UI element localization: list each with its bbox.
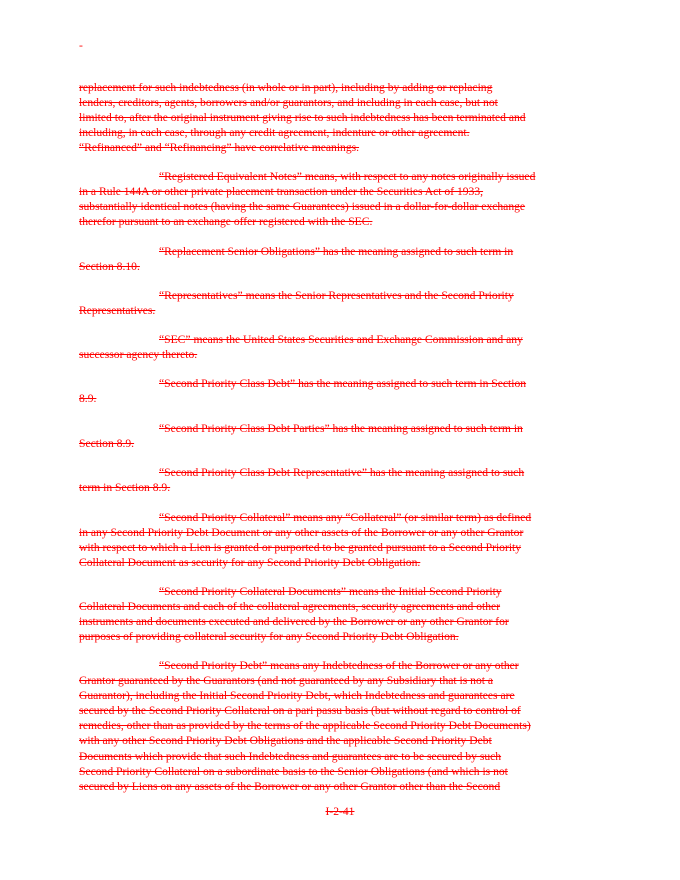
paragraph-sec (79, 332, 601, 362)
paragraph-line: Section 8.10. (79, 260, 140, 274)
paragraph-line: term in Section 8.9. (79, 481, 171, 495)
page-number: I-2-41 (325, 805, 355, 818)
paragraph-line: Collateral Documents and each of the collateral agreements, security agreements and other (79, 600, 501, 614)
paragraph-line: lenders, creditors, agents, borrowers and/or guarantors, and including in each case, but not (79, 96, 498, 110)
paragraph-line: successor agency thereto. (79, 348, 198, 362)
paragraph-second-priority-collateral (79, 510, 601, 570)
paragraph-line: Second Priority Collateral on a subordinate basis to the Senior Obligations (and which is not (79, 764, 508, 778)
paragraph-replacement-senior-obligations (79, 244, 601, 274)
paragraph-line: Grantor guaranteed by the Guarantors (and not guaranteed by any Subsidiary that is not a (79, 674, 494, 688)
paragraph-line: in a Rule 144A or other private placement transaction under the Securities Act of 1933, (79, 185, 484, 199)
header-mark: - (79, 39, 83, 52)
paragraph-line: “Second Priority Class Debt Representative” has the meaning assigned to such (159, 466, 525, 479)
paragraph-line: “Second Priority Collateral” means any “Collateral” (or similar term) as defined (159, 511, 532, 524)
paragraph-line: Collateral Document as security for any Second Priority Debt Obligation. (79, 556, 421, 570)
paragraph-line: replacement for such indebtedness (in whole or in part), including by adding or replacing (79, 81, 493, 94)
paragraph-second-priority-class-debt-parties (79, 421, 601, 451)
paragraph-line: “Representatives” means the Senior Representatives and the Second Priority (159, 289, 514, 302)
paragraph-line: with any other Second Priority Debt Obligations and the applicable Second Priority Debt (79, 734, 492, 748)
paragraph-representatives (79, 288, 601, 318)
paragraph-second-priority-collateral-documents (79, 584, 601, 644)
paragraph-line: “Replacement Senior Obligations” has the meaning assigned to such term in (159, 245, 514, 258)
paragraph-line: Guarantor), including the Initial Second Priority Debt, which Indebtedness and guarantees are (79, 689, 515, 703)
paragraph-line: “Registered Equivalent Notes” means, with respect to any notes originally issued (159, 170, 536, 183)
paragraph-line: “Second Priority Debt” means any Indebtedness of the Borrower or any other (159, 659, 519, 672)
paragraph-line: instruments and documents executed and delivered by the Borrower or any other Grantor for (79, 615, 509, 629)
paragraph-line: Section 8.9. (79, 437, 135, 451)
paragraph-line: purposes of providing collateral security for any Second Priority Debt Obligation. (79, 630, 459, 644)
paragraph-second-priority-class-debt-representative (79, 465, 601, 495)
paragraph-line: “SEC” means the United States Securities and Exchange Commission and any (159, 333, 523, 346)
paragraph-line: Representatives. (79, 304, 156, 318)
paragraph-line: “Refinanced” and “Refinancing” have correlative meanings. (79, 141, 360, 155)
paragraph-line: “Second Priority Class Debt Parties” has the meaning assigned to such term in (159, 422, 523, 435)
paragraph-line: with respect to which a Lien is granted or purported to be granted pursuant to a Second Priority (79, 541, 522, 555)
paragraph-line: secured by the Second Priority Collateral on a pari passu basis (but without regard to control of (79, 704, 521, 718)
paragraph-refinanced-continuation (79, 80, 601, 155)
paragraph-line: remedies, other than as provided by the terms of the applicable Second Priority Debt Documents) (79, 719, 531, 733)
paragraph-line: in any Second Priority Debt Document or any other assets of the Borrower or any other Grantor (79, 526, 524, 540)
paragraph-line: therefor pursuant to an exchange offer registered with the SEC. (79, 215, 373, 229)
paragraph-line: limited to, after the original instrument giving rise to such indebtedness has been terminated and (79, 111, 526, 125)
paragraph-line: Documents which provide that such Indebtedness and guarantees are to be secured by such (79, 749, 502, 763)
paragraph-line: 8.9. (79, 392, 97, 406)
paragraph-line: including, in each case, through any credit agreement, indenture or other agreement. (79, 126, 470, 140)
paragraph-second-priority-class-debt (79, 376, 601, 406)
paragraph-line: “Second Priority Class Debt” has the meaning assigned to such term in Section (159, 377, 527, 390)
paragraph-line: “Second Priority Collateral Documents” means the Initial Second Priority (159, 585, 502, 598)
paragraph-second-priority-debt (79, 658, 601, 794)
paragraph-line: substantially identical notes (having the same Guarantees) issued in a dollar-for-dollar exchange (79, 200, 526, 214)
paragraph-registered-equivalent-notes (79, 169, 601, 229)
paragraph-line: secured by Liens on any assets of the Borrower or any other Grantor other than the Second (79, 779, 501, 793)
